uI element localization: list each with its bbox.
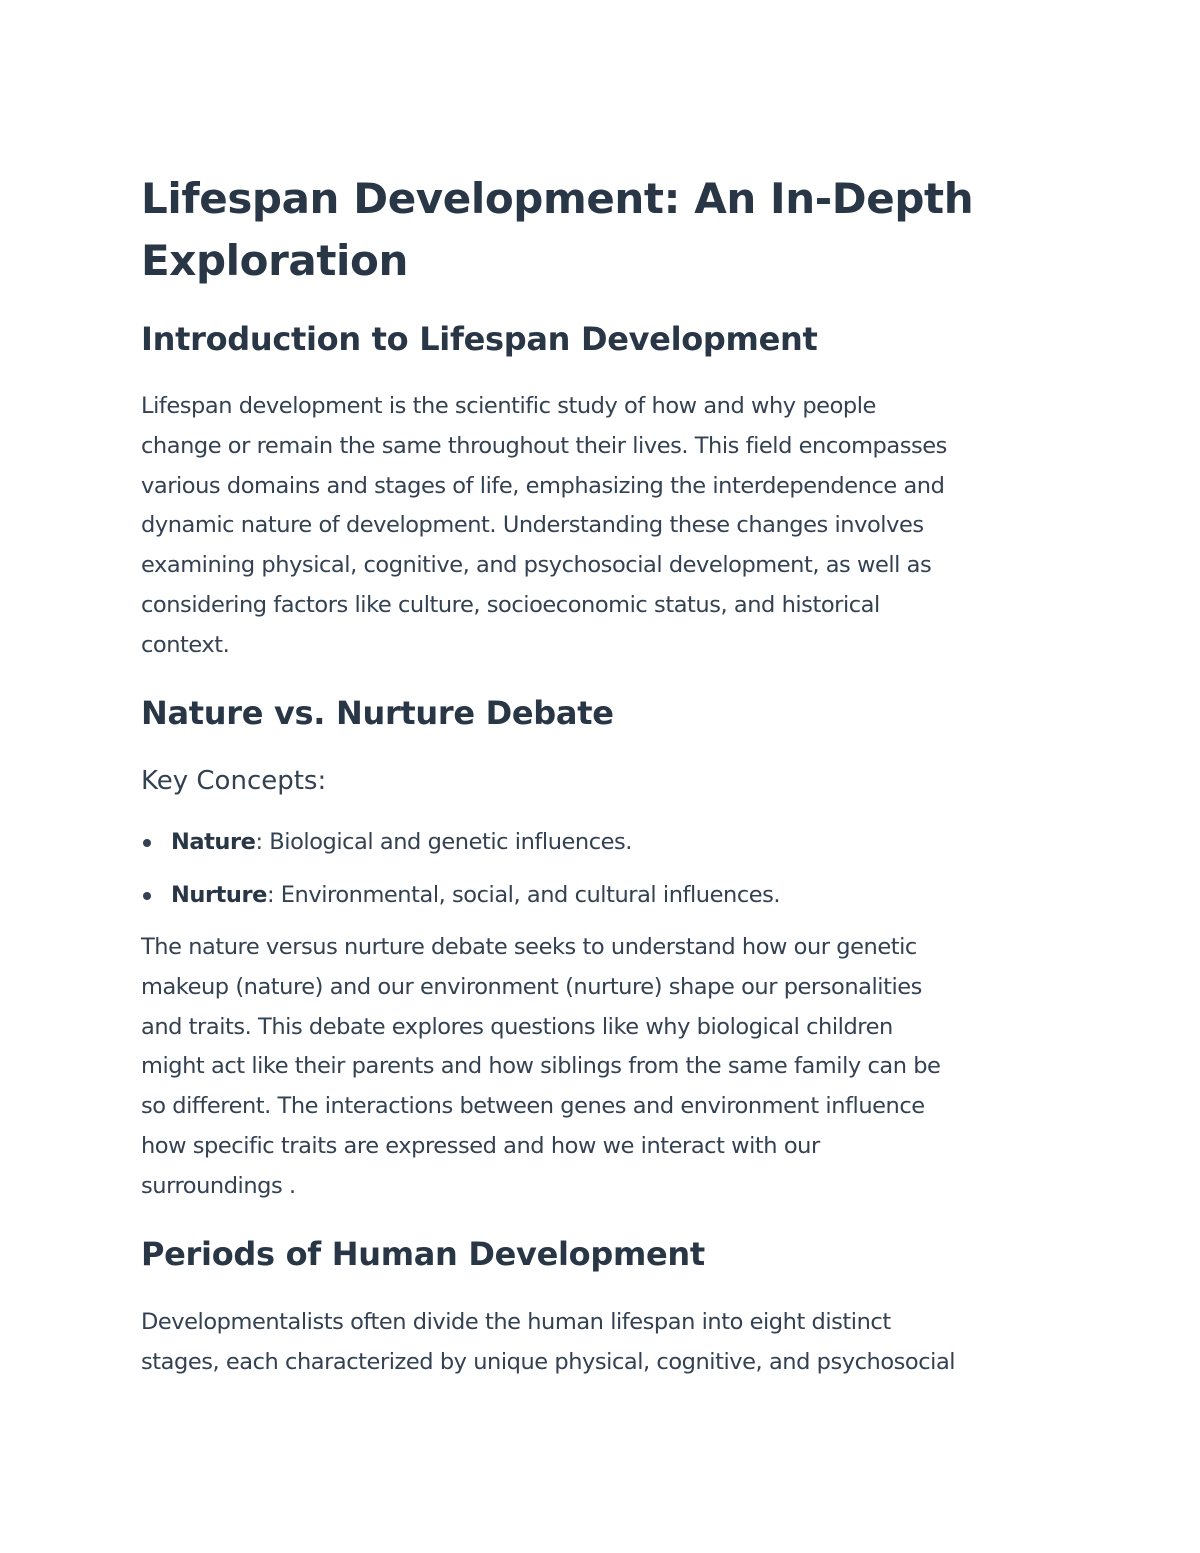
- bullet-icon: [143, 839, 151, 847]
- document-title-line: Lifespan Development: An In-Depth: [141, 174, 974, 223]
- nature-nurture-paragraph: [141, 928, 1059, 1207]
- paragraph-line: considering factors like culture, socioeconomic status, and historical: [141, 591, 880, 618]
- bullet-text: : Environmental, social, and cultural influences.: [266, 882, 781, 908]
- periods-paragraph: [141, 1303, 1059, 1383]
- list-item: [141, 826, 1059, 879]
- introduction-paragraph: [141, 387, 1059, 666]
- paragraph-line: Lifespan development is the scientific study of how and why people: [141, 393, 876, 419]
- paragraph-line: might act like their parents and how siblings from the same family can be: [141, 1053, 941, 1080]
- paragraph-line: dynamic nature of development. Understanding these changes involves: [141, 512, 924, 539]
- document-title-line: Exploration: [141, 236, 408, 285]
- paragraph-line: Developmentalists often divide the human lifespan into eight distinct: [141, 1309, 891, 1335]
- bullet-term: Nature: [171, 829, 256, 855]
- list-item: [141, 879, 1059, 932]
- paragraph-line: The nature versus nurture debate seeks to understand how our genetic: [141, 934, 917, 960]
- paragraph-line: surroundings .: [141, 1172, 296, 1199]
- paragraph-line: change or remain the same throughout their lives. This field encompasses: [141, 432, 947, 459]
- paragraph-line: how specific traits are expressed and how we interact with our: [141, 1132, 820, 1159]
- document-title: [141, 168, 1041, 292]
- paragraph-line: context.: [141, 631, 230, 658]
- paragraph-line: various domains and stages of life, emphasizing the interdependence and: [141, 472, 945, 499]
- key-concepts-subheading: Key Concepts:: [141, 766, 327, 796]
- paragraph-line: and traits. This debate explores questions like why biological children: [141, 1013, 893, 1040]
- bullet-text: : Biological and genetic influences.: [255, 829, 632, 855]
- section-heading-introduction: Introduction to Lifespan Development: [141, 320, 818, 358]
- paragraph-line: makeup (nature) and our environment (nurture) shape our personalities: [141, 973, 922, 1000]
- section-heading-periods: Periods of Human Development: [141, 1235, 705, 1273]
- key-concepts-list: [141, 826, 1059, 932]
- paragraph-line: examining physical, cognitive, and psychosocial development, as well as: [141, 552, 932, 579]
- bullet-icon: [143, 892, 151, 900]
- bullet-term: Nurture: [171, 882, 267, 908]
- paragraph-line: stages, each characterized by unique physical, cognitive, and psychosocial: [141, 1348, 956, 1375]
- section-heading-nature-vs-nurture: Nature vs. Nurture Debate: [141, 694, 614, 732]
- paragraph-line: so different. The interactions between genes and environment influence: [141, 1093, 925, 1120]
